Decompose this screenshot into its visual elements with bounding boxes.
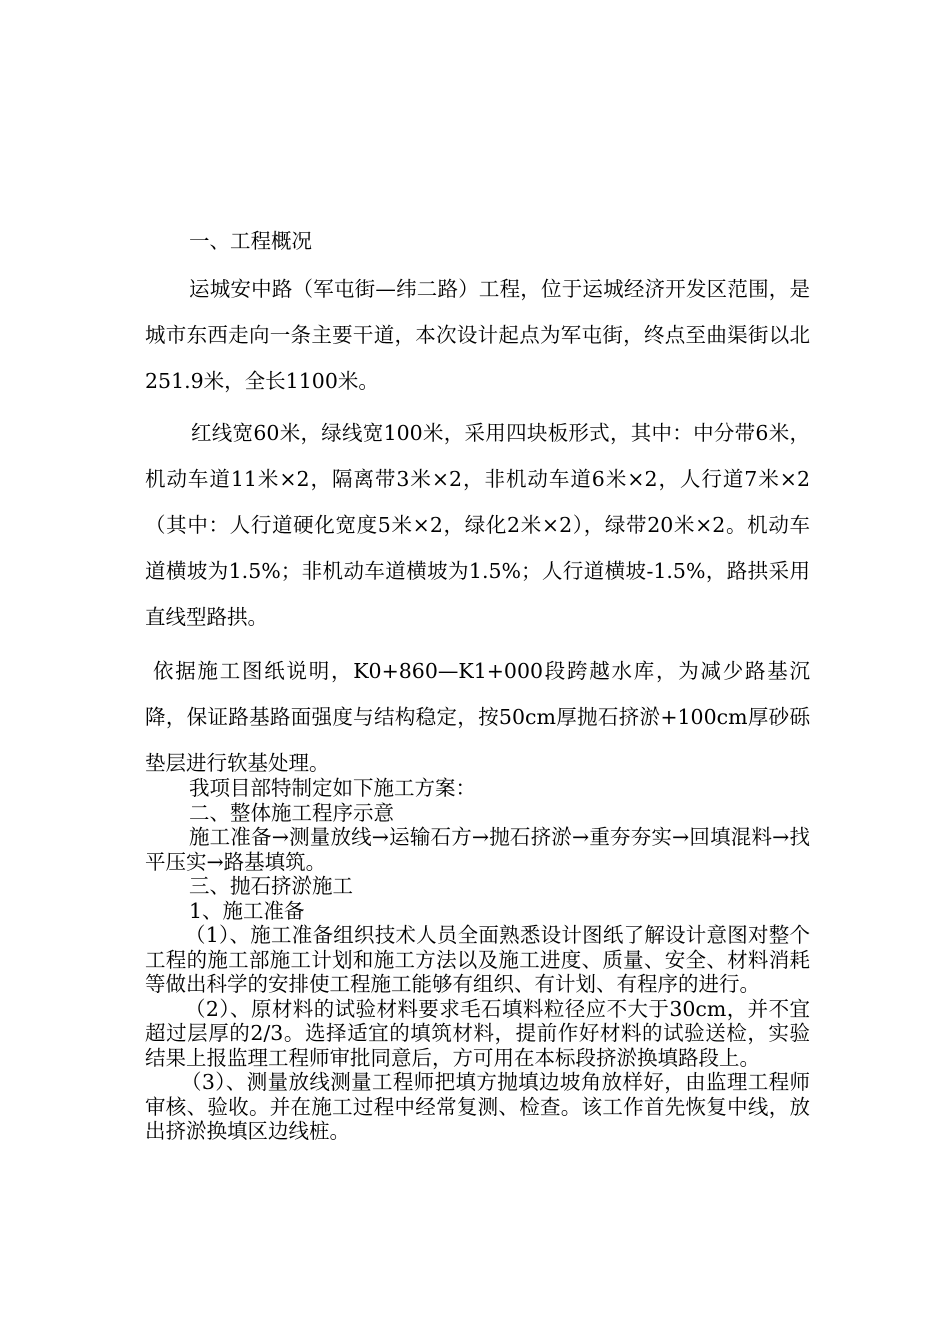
heading-rock-fill: 三、抛石挤淤施工 (189, 874, 353, 898)
paragraph-item-3: （3）、测量放线测量工程师把填方抛填边坡角放样好，由监理工程师审核、验收。并在施工过程中经常复测、检查。该工作首先恢复中线，放出挤淤换填区边线桩。 (145, 1070, 810, 1143)
section-project-overview (145, 218, 810, 786)
paragraph-plan-intro: 我项目部特制定如下施工方案： (189, 776, 476, 800)
section-construction-plan (145, 776, 810, 1144)
paragraph-item-1: （1）、施工准备组织技术人员全面熟悉设计图纸了解设计意图对整个工程的施工部施工计划和施工方法以及施工进度、质量、安全、材料消耗等做出科学的安排使工程施工能够有组织、有计划、有程序的进行。 (145, 923, 810, 996)
paragraph-soft-base-treatment: 依据施工图纸说明，K0+860—K1+000段跨越水库，为减少路基沉降，保证路基路面强度与结构稳定，按50cm厚抛石挤淤+100cm厚砂砾垫层进行软基处理。 (145, 659, 810, 775)
paragraph-procedure-flow: 施工准备→测量放线→运输石方→抛石挤淤→重夯夯实→回填混料→找平压实→路基填筑。 (145, 825, 810, 874)
paragraph-item-2: （2）、原材料的试验材料要求毛石填料粒径应不大于30cm，并不宜超过层厚的2/3。选择适宜的填筑材料，提前作好材料的试验送检，实验结果上报监理工程师审批同意后，方可用在本标段挤淤换填路段上。 (145, 996, 810, 1070)
subheading-preparation: 1、施工准备 (189, 898, 305, 923)
paragraph-project-intro: 运城安中路（军屯街—纬二路）工程，位于运城经济开发区范围，是城市东西走向一条主要干道，本次设计起点为军屯街，终点至曲渠街以北251.9米，全长1100米。 (145, 277, 810, 393)
paragraph-road-width: 红线宽60米，绿线宽100米，采用四块板形式，其中：中分带6米，机动车道11米×2，隔离带3米×2，非机动车道6米×2，人行道7米×2（其中：人行道硬化宽度5米×2，绿化2米×2），绿带20米×2。机动车道横坡为1.5%；非机动车道横坡为1.5%；人行道横坡-1.5%，路拱采用直线型路拱。 (145, 421, 810, 629)
heading-procedure: 二、整体施工程序示意 (189, 800, 394, 825)
heading-project-overview: 一、工程概况 (189, 229, 312, 253)
